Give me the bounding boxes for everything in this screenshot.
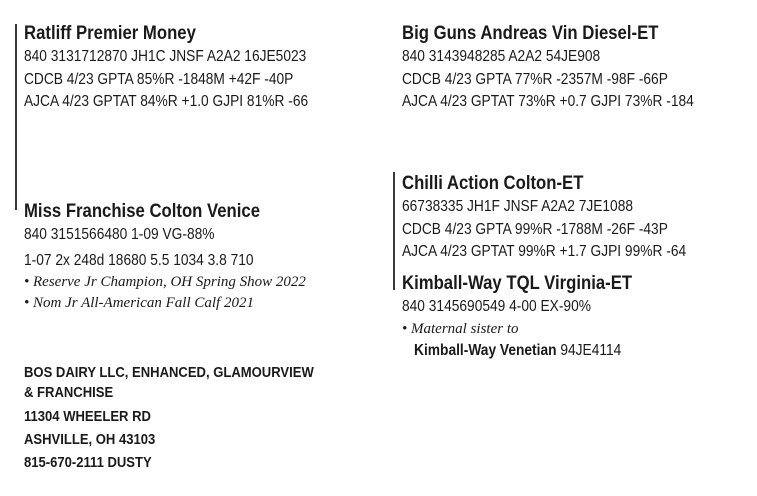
pedigree-block-main: [24, 200, 306, 314]
pedigree-divider-left: [15, 24, 17, 210]
pedigree-divider-right: [393, 172, 395, 290]
maternal-note: • Maternal sister to: [402, 320, 519, 337]
ajca-line: AJCA 4/23 GPTAT 73%R +0.7 GJPI 73%R -184: [402, 93, 694, 110]
registration-line: 66738335 JH1F JNSF A2A2 7JE1088: [402, 198, 634, 215]
animal-name: Chilli Action Colton-ET: [402, 173, 584, 194]
ajca-line: AJCA 4/23 GPTAT 84%R +1.0 GJPI 81%R -66: [24, 93, 309, 110]
cdcb-line: CDCB 4/23 GPTA 77%R -2357M -98F -66P: [402, 70, 668, 88]
award-note: • Nom Jr All-American Fall Calf 2021: [24, 295, 254, 311]
cdcb-line: CDCB 4/23 GPTA 99%R -1788M -26F -43P: [402, 220, 668, 238]
registration-line: 840 3151566480 1-09 VG-88%: [24, 226, 215, 243]
pedigree-block-big-guns: [402, 22, 741, 114]
registration-line: 840 3143948285 A2A2 54JE908: [402, 48, 601, 65]
pedigree-block-kimball: [402, 272, 663, 362]
award-note: • Reserve Jr Champion, OH Spring Show 2022: [24, 274, 306, 290]
animal-name: Ratliff Premier Money: [24, 23, 196, 44]
animal-name: Kimball-Way TQL Virginia-ET: [402, 273, 633, 294]
street-line: 11304 WHEELER RD: [24, 409, 151, 425]
production-line: 1-07 2x 248d 18680 5.5 1034 3.8 710: [24, 251, 254, 269]
sister-name: Kimball-Way Venetian: [414, 341, 557, 359]
animal-name: Miss Franchise Colton Venice: [24, 201, 261, 222]
registration-line: 840 3145690549 4-00 EX-90%: [402, 298, 591, 315]
sister-code: 94JE4114: [556, 341, 622, 359]
phone-line: 815-670-2111 DUSTY: [24, 455, 152, 471]
sister-line: [402, 340, 627, 363]
animal-name: Big Guns Andreas Vin Diesel-ET: [402, 23, 659, 44]
pedigree-block-ratliff: [24, 22, 354, 114]
contact-address: [24, 362, 346, 475]
owner-line-cont: & FRANCHISE: [24, 385, 114, 401]
pedigree-block-chilli: [402, 172, 732, 264]
registration-line: 840 3131712870 JH1C JNSF A2A2 16JE5023: [24, 48, 307, 65]
ajca-line: AJCA 4/23 GPTAT 99%R +1.7 GJPI 99%R -64: [402, 243, 687, 260]
owner-line: BOS DAIRY LLC, ENHANCED, GLAMOURVIEW: [24, 365, 314, 381]
city-line: ASHVILLE, OH 43103: [24, 432, 156, 448]
cdcb-line: CDCB 4/23 GPTA 85%R -1848M +42F -40P: [24, 70, 294, 88]
